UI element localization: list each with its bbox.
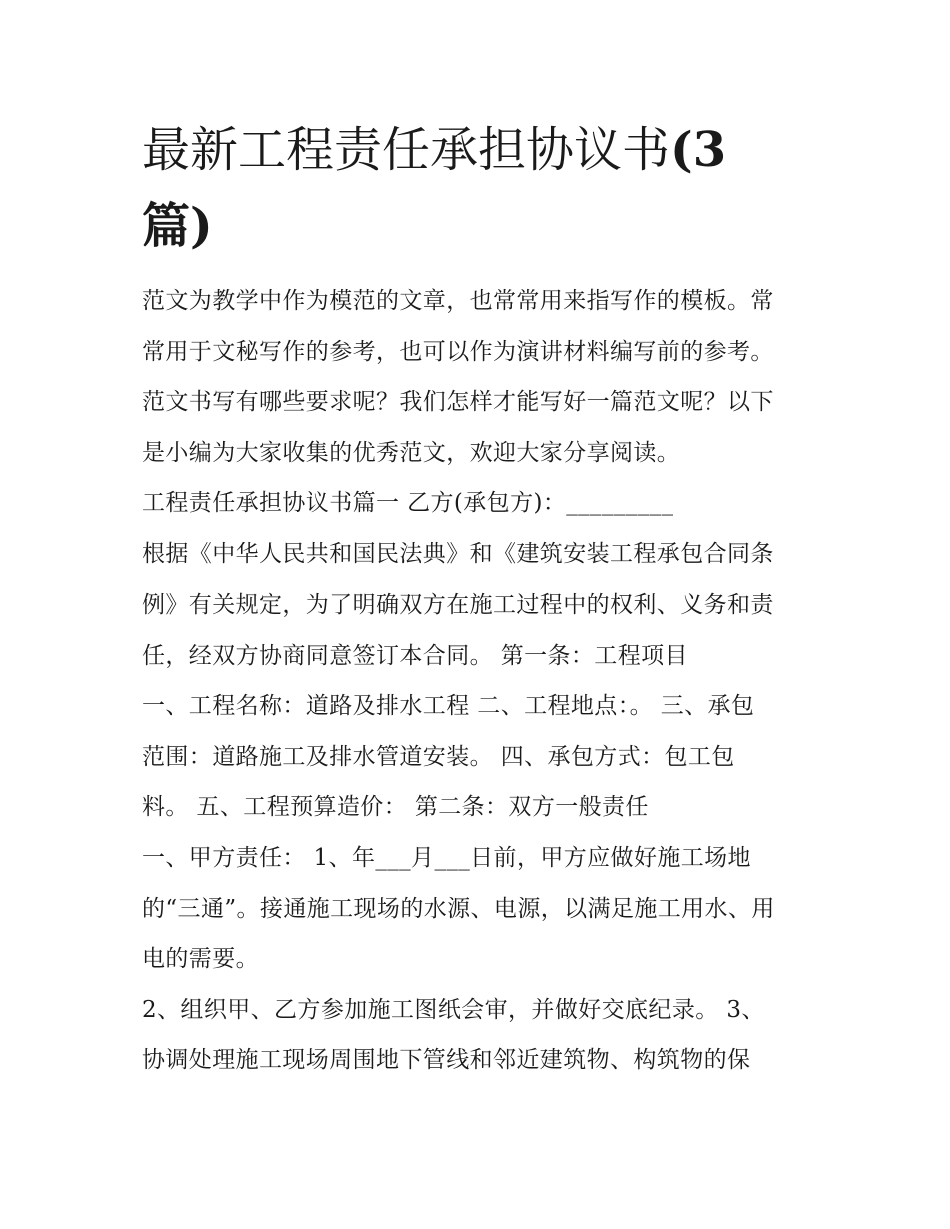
body-line: 一、工程名称：道路及排水工程 二、工程地点：。 三、承包 [142,693,755,719]
body-line: 范围：道路施工及排水管道安装。 四、承包方式：包工包 [142,744,735,770]
body-line: 料。 五、工程预算造价： 第二条：双方一般责任 [142,794,649,820]
body-line: 的“三通”。接通施工现场的水源、电源，以满足施工用水、用 [142,896,775,922]
body-line: 工程责任承担协议书篇一 乙方(承包方)：_________ [142,490,674,516]
body-line: 是小编为大家收集的优秀范文，欢迎大家分享阅读。 [142,440,681,466]
body-line: 常用于文秘写作的参考，也可以作为演讲材料编写前的参考。 [142,339,774,365]
document-title [142,112,782,264]
body-line: 例》有关规定，为了明确双方在施工过程中的权利、义务和责 [142,592,774,618]
body-line: 范文为教学中作为模范的文章，也常常用来指写作的模板。常 [142,288,774,314]
document-title-main: 最新工程责任承担协议书 [142,122,671,178]
body-line: 一、甲方责任： 1、年___月___日前，甲方应做好施工场地 [142,845,751,871]
body-line: 电的需要。 [142,946,259,972]
body-line: 范文书写有哪些要求呢？我们怎样才能写好一篇范文呢？以下 [142,389,774,415]
body-line: 任，经双方协商同意签订本合同。 第一条：工程项目 [142,643,688,669]
body-line: 根据《中华人民共和国民法典》和《建筑安装工程承包合同条 [142,541,774,567]
body-line: 2、组织甲、乙方参加施工图纸会审，并做好交底纪录。 3、 [142,997,765,1023]
body-line: 协调处理施工现场周围地下管线和邻近建筑物、构筑物的保 [142,1047,751,1073]
document-title-tail: (3篇) [142,122,727,254]
